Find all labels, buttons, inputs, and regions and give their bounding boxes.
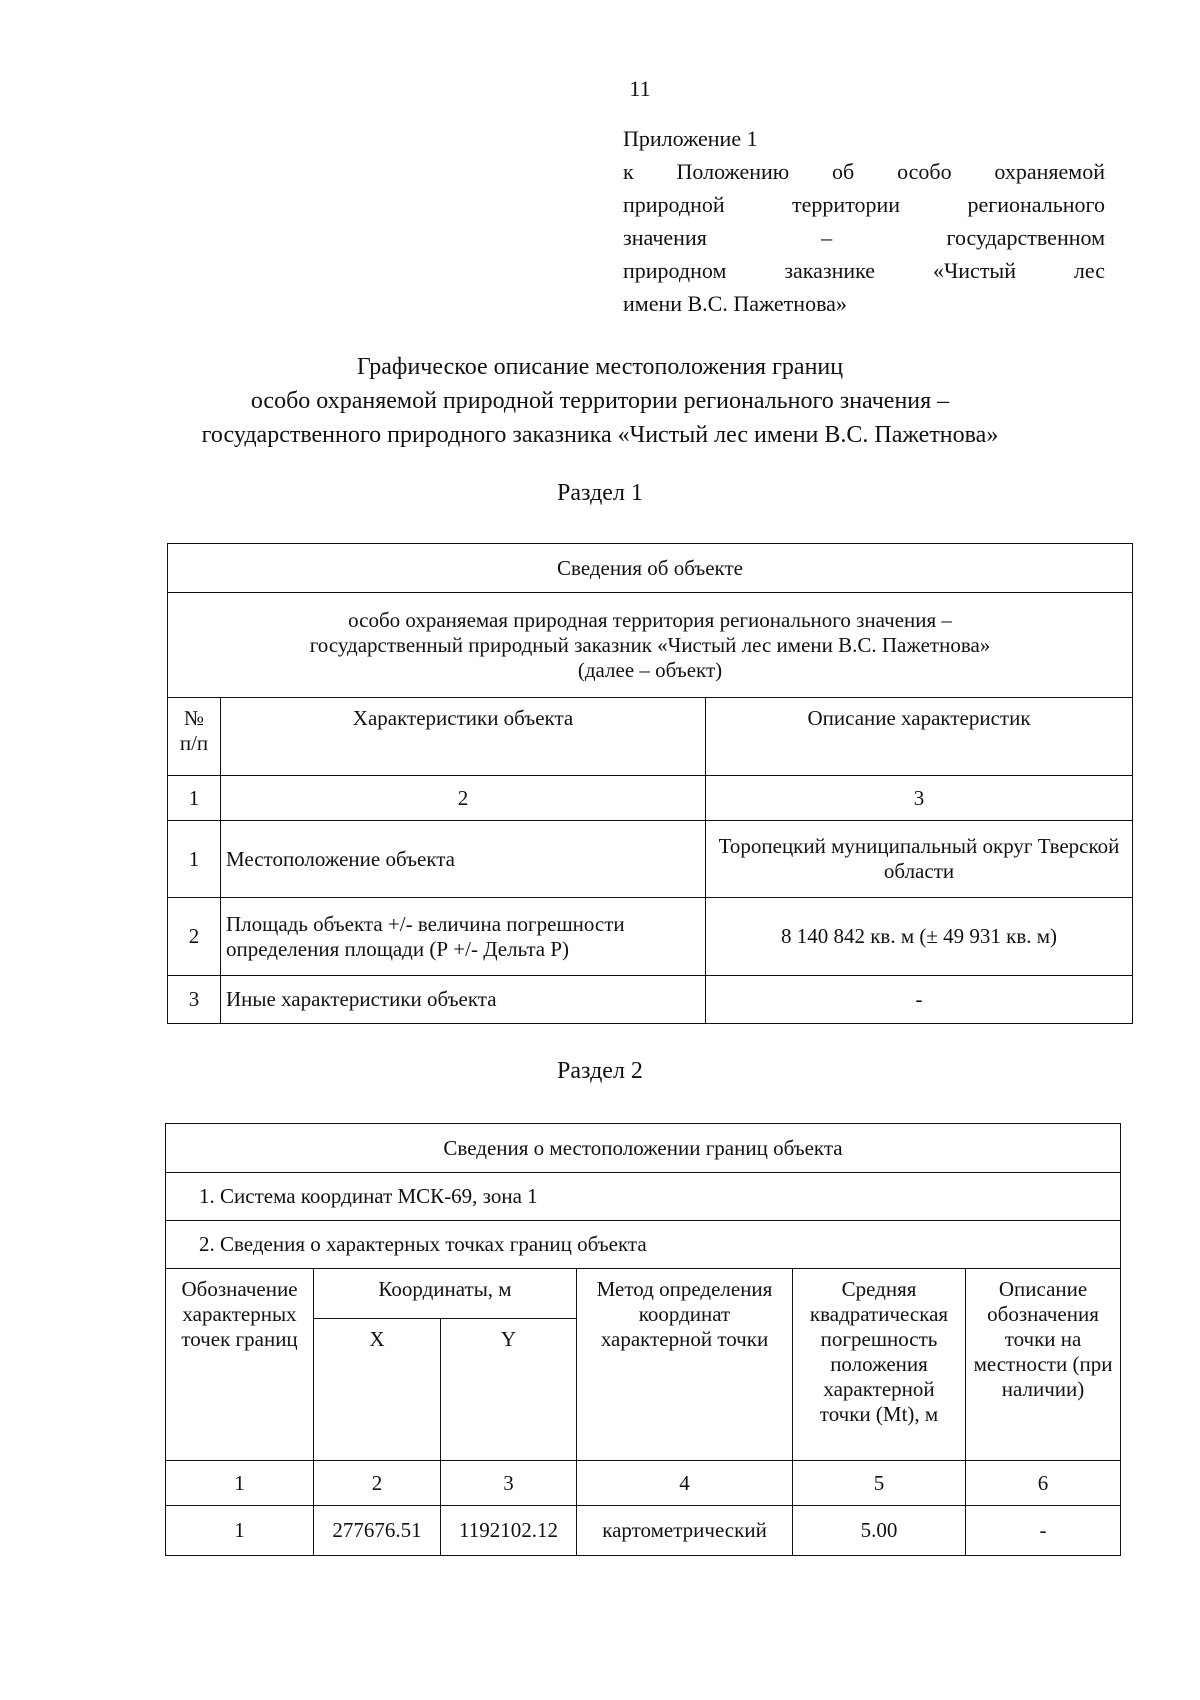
title-line: особо охраняемой природной территории регионального значения – (250, 388, 950, 414)
point-error: 5.00 (793, 1506, 966, 1556)
document-title (100, 350, 1100, 452)
row-value: Торопецкий муниципальный округ Тверской области (706, 821, 1133, 898)
header-designation: Обозначение характерных точек границ (166, 1269, 314, 1461)
header-coords: Координаты, м (314, 1269, 577, 1319)
row-number: 2 (168, 898, 221, 976)
points-title: 2. Сведения о характерных точках границ объекта (166, 1221, 1121, 1269)
appendix-line: природном заказнике «Чистый лес (623, 258, 1105, 283)
table-row (168, 821, 1133, 898)
table-row (166, 1506, 1121, 1556)
row-name: Местоположение объекта (221, 821, 706, 898)
col-number: 2 (221, 776, 706, 821)
header-description: Описание обозначения точки на местности (при наличии) (966, 1269, 1121, 1461)
table-row (168, 976, 1133, 1024)
object-line: государственный природный заказник «Чистый лес имени В.С. Пажетнова» (309, 632, 991, 657)
header-error: Средняя квадратическая погрешность положения характерной точки (Mt), м (793, 1269, 966, 1461)
col-number: 3 (441, 1461, 577, 1506)
table-row (168, 898, 1133, 976)
appendix-line: Приложение 1 (623, 126, 758, 151)
row-number: 3 (168, 976, 221, 1024)
point-method: картометрический (577, 1506, 793, 1556)
appendix-line: природной территории регионального (623, 192, 1105, 217)
object-info-table (167, 543, 1133, 1024)
point-description: - (966, 1506, 1121, 1556)
point-x: 277676.51 (314, 1506, 441, 1556)
object-line: особо охраняемая природная территория регионального значения – (348, 607, 952, 632)
row-value: 8 140 842 кв. м (± 49 931 кв. м) (706, 898, 1133, 976)
boundary-points-table (165, 1123, 1121, 1556)
row-name: Иные характеристики объекта (221, 976, 706, 1024)
header-method: Метод определения координат характерной точки (577, 1269, 793, 1461)
point-y: 1192102.12 (441, 1506, 577, 1556)
header-x: X (314, 1319, 441, 1461)
object-line: (далее – объект) (577, 657, 723, 682)
header-description: Описание характеристик (706, 698, 1133, 776)
header-y: Y (441, 1319, 577, 1461)
table-title: Сведения о местоположении границ объекта (166, 1124, 1121, 1173)
coord-system: 1. Система координат МСК-69, зона 1 (166, 1173, 1121, 1221)
col-number: 1 (168, 776, 221, 821)
header-characteristic: Характеристики объекта (221, 698, 706, 776)
table-title: Сведения об объекте (168, 544, 1133, 593)
appendix-note (623, 122, 1105, 320)
row-name: Площадь объекта +/- величина погрешности определения площади (Р +/- Дельта Р) (221, 898, 706, 976)
col-number: 5 (793, 1461, 966, 1506)
row-value: - (706, 976, 1133, 1024)
point-id: 1 (166, 1506, 314, 1556)
object-name (168, 593, 1133, 698)
appendix-line: значения – государственном (623, 225, 1105, 250)
row-number: 1 (168, 821, 221, 898)
col-number: 3 (706, 776, 1133, 821)
appendix-line: к Положению об особо охраняемой (623, 159, 1105, 184)
appendix-line: имени В.С. Пажетнова» (623, 291, 847, 316)
section-1-heading: Раздел 1 (557, 480, 643, 506)
title-line: Графическое описание местоположения границ (356, 354, 844, 380)
page-number: 11 (629, 76, 651, 101)
title-line: государственного природного заказника «Чистый лес имени В.С. Пажетнова» (201, 422, 999, 448)
col-number: 6 (966, 1461, 1121, 1506)
col-number: 2 (314, 1461, 441, 1506)
section-2-heading: Раздел 2 (557, 1058, 643, 1084)
header-number: № п/п (168, 698, 221, 776)
col-number: 4 (577, 1461, 793, 1506)
col-number: 1 (166, 1461, 314, 1506)
